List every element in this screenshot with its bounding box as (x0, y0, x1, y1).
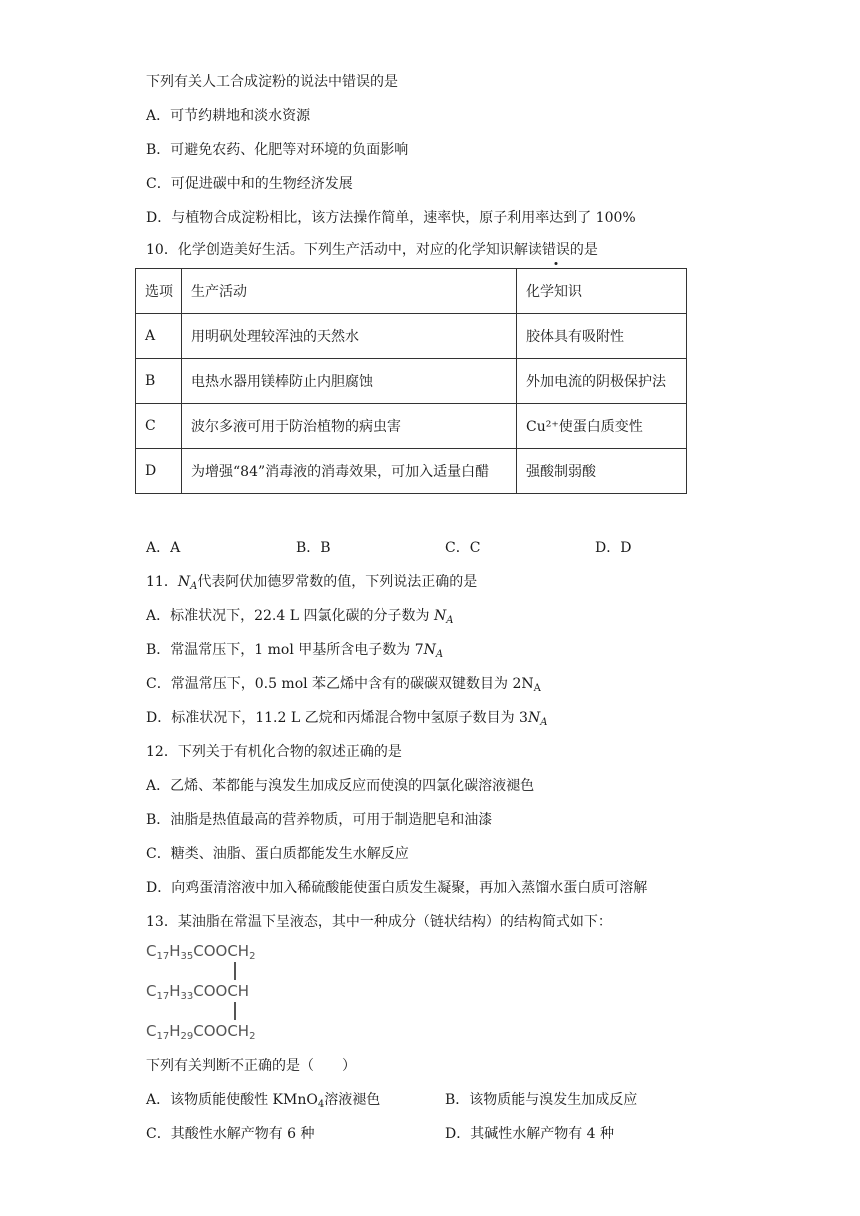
formula-text: COOCH (193, 1022, 250, 1040)
q11-number: 11． (146, 574, 178, 590)
na-subscript: A (190, 581, 198, 592)
na-subscript: A (435, 649, 444, 660)
bond-line (234, 1002, 236, 1020)
na-subscript: A (446, 615, 454, 626)
q11-stem (146, 572, 477, 597)
q13-option-a (146, 1090, 380, 1115)
table-cell: C (136, 404, 182, 449)
q13-option-c: C．其酸性水解产物有 6 种 (146, 1126, 315, 1142)
q11-option-a-text: A．标准状况下，22.4 L 四氯化碳的分子数为 (146, 608, 434, 624)
table-cell: B (136, 359, 182, 404)
bond-line (234, 962, 236, 980)
formula-text: H (169, 982, 181, 1000)
q13-question: 下列有关判断不正确的是（ ） (146, 1058, 356, 1074)
structural-formula (146, 942, 276, 1044)
table-header-row (136, 269, 687, 314)
table-header-cell: 化学知识 (517, 269, 687, 314)
q12-option-c: C．糖类、油脂、蛋白质都能发生水解反应 (146, 846, 409, 862)
q9-option-c: C．可促进碳中和的生物经济发展 (146, 176, 353, 192)
table-row (136, 359, 687, 404)
formula-text: C (146, 942, 157, 960)
q11-option-c (146, 674, 541, 699)
na-subscript: A (540, 717, 548, 728)
q11-option-c-text: C．常温常压下，0.5 mol 苯乙烯中含有的碳碳双键数目为 2N (146, 676, 534, 692)
table-cell: 强酸制弱酸 (517, 449, 687, 494)
na-subscript: A (533, 683, 541, 694)
formula-row-1 (146, 942, 255, 962)
table-cell: 外加电流的阴极保护法 (517, 359, 687, 404)
q10-stem-suffix: 的是 (569, 242, 598, 258)
formula-text: C (146, 982, 157, 1000)
q9-option-d: D．与植物合成淀粉相比，该方法操作简单，速率快，原子利用率达到了 100% (146, 210, 636, 226)
q10-option-b: B．B (296, 540, 331, 556)
q11-option-b (146, 640, 443, 665)
table-cell: Cu²⁺使蛋白质变性 (517, 404, 687, 449)
na-symbol: N (423, 642, 436, 658)
q10-stem-prefix: 10．化学创造美好生活。下列生产活动中，对应的化学知识解读 (146, 242, 542, 258)
table-cell: 为增强“84”消毒液的消毒效果，可加入适量白醋 (182, 449, 517, 494)
q11-option-a (146, 606, 453, 631)
formula-text: C (146, 1022, 157, 1040)
na-symbol: N (527, 710, 541, 726)
q9-option-b: B．可避免农药、化肥等对环境的负面影响 (146, 142, 409, 158)
q12-option-a: A．乙烯、苯都能与溴发生加成反应而使溴的四氯化碳溶液褪色 (146, 778, 535, 794)
formula-sub: 4 (317, 1099, 325, 1110)
table-row (136, 404, 687, 449)
na-symbol: N (433, 608, 447, 624)
q12-option-b: B．油脂是热值最高的营养物质，可用于制造肥皂和油漆 (146, 812, 493, 828)
q13-option-d: D．其碱性水解产物有 4 种 (445, 1126, 615, 1142)
formula-text: COOCH (193, 942, 250, 960)
formula-row-3 (146, 1022, 255, 1042)
q11-option-d (146, 708, 547, 733)
table-row (136, 449, 687, 494)
table-header-cell: 选项 (136, 269, 182, 314)
table-cell: A (136, 314, 182, 359)
q9-option-a: A．可节约耕地和淡水资源 (146, 108, 311, 124)
formula-sub: 17 (156, 1031, 170, 1042)
table-header-cell: 生产活动 (182, 269, 517, 314)
q13-option-b: B．该物质能与溴发生加成反应 (445, 1092, 638, 1108)
table-cell: D (136, 449, 182, 494)
q12-stem: 12．下列关于有机化合物的叙述正确的是 (146, 744, 402, 760)
table-cell: 用明矾处理较浑浊的天然水 (182, 314, 517, 359)
formula-row-2 (146, 982, 249, 1002)
q13-option-a-text: 溶液褪色 (324, 1092, 381, 1108)
q13-stem: 13．某油脂在常温下呈液态，其中一种成分（链状结构）的结构简式如下： (146, 914, 612, 930)
q10-stem (146, 240, 598, 260)
q10-option-a: A．A (146, 540, 181, 556)
q11-option-b-text: B．常温常压下，1 mol 甲基所含电子数为 7 (146, 642, 424, 658)
formula-sub: 2 (249, 951, 256, 962)
q11-option-d-text: D．标准状况下，11.2 L 乙烷和丙烯混合物中氢原子数目为 3 (146, 710, 528, 726)
formula-text: COOCH (193, 982, 250, 1000)
q9-stem: 下列有关人工合成淀粉的说法中错误的是 (146, 74, 398, 90)
formula-sub: 33 (180, 991, 194, 1002)
table-cell: 电热水器用镁棒防止内胆腐蚀 (182, 359, 517, 404)
formula-sub: 29 (180, 1031, 194, 1042)
table-cell: 波尔多液可用于防治植物的病虫害 (182, 404, 517, 449)
q11-stem-text: 代表阿伏加德罗常数的值，下列说法正确的是 (197, 574, 478, 590)
q10-stem-emphasis: 错误 (541, 242, 570, 258)
q10-option-d: D．D (595, 540, 632, 556)
formula-sub: 17 (156, 951, 170, 962)
formula-text: H (169, 1022, 181, 1040)
na-symbol: N (177, 574, 191, 590)
table-row (136, 314, 687, 359)
formula-sub: 35 (180, 951, 194, 962)
formula-text: H (169, 942, 181, 960)
q13-option-a-text: A．该物质能使酸性 KMnO (146, 1092, 318, 1108)
q10-table (135, 268, 687, 494)
formula-sub: 2 (249, 1031, 256, 1042)
table-cell: 胶体具有吸附性 (517, 314, 687, 359)
formula-sub: 17 (156, 991, 170, 1002)
q12-option-d: D．向鸡蛋清溶液中加入稀硫酸能使蛋白质发生凝聚，再加入蒸馏水蛋白质可溶解 (146, 880, 648, 896)
q10-option-c: C．C (445, 540, 481, 556)
